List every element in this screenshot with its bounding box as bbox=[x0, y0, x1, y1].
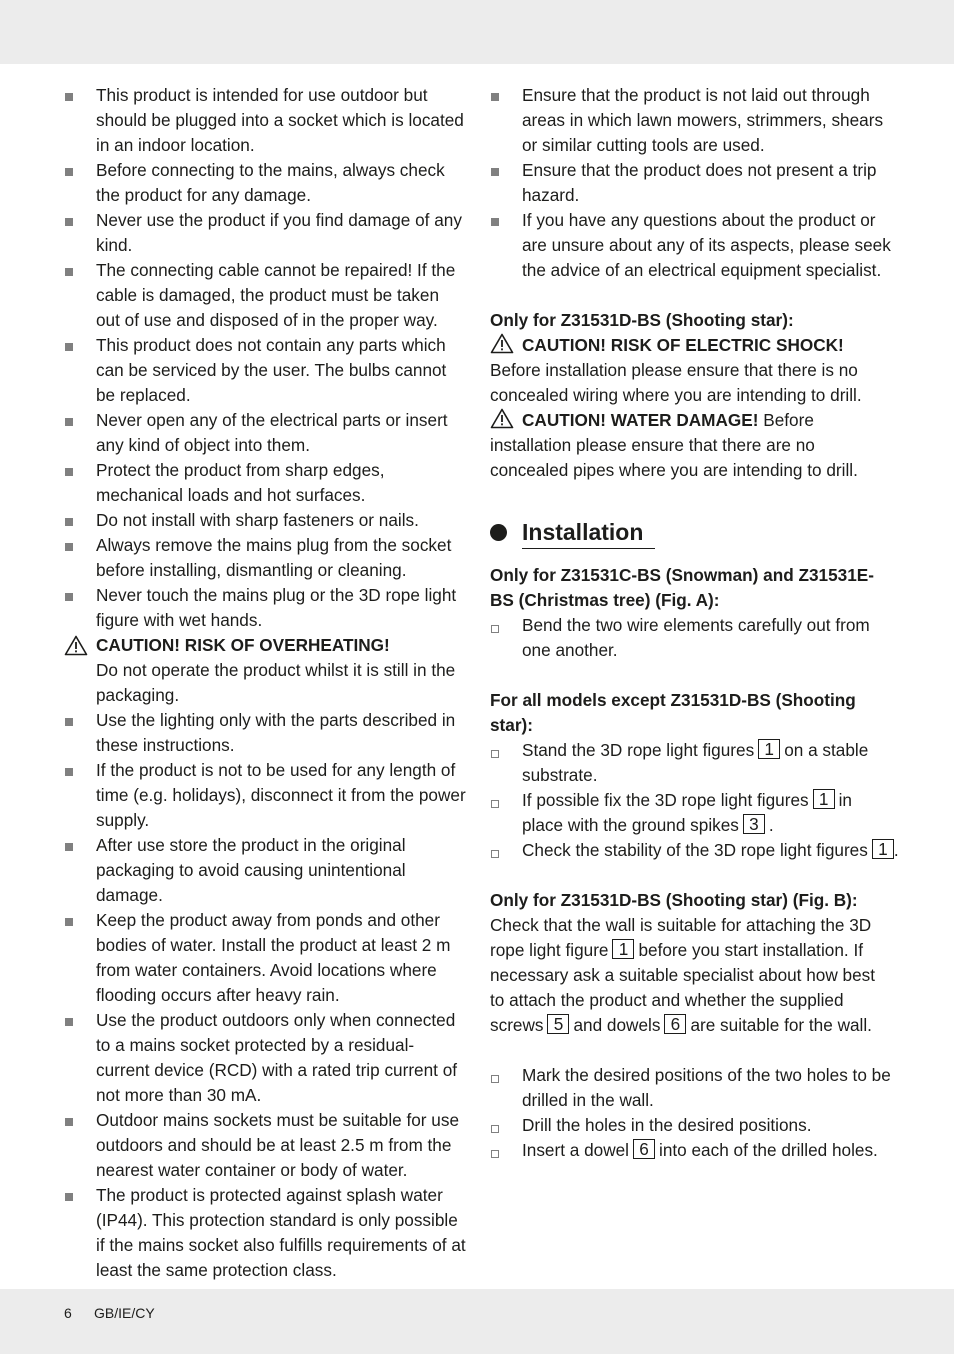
warning-triangle-icon bbox=[490, 408, 514, 429]
step-item bbox=[490, 1063, 892, 1113]
square-bullet-icon bbox=[65, 1018, 73, 1026]
square-bullet-icon bbox=[65, 418, 73, 426]
fig-b-heading: Only for Z31531D-BS (Shooting star) (Fig. B): bbox=[490, 890, 858, 910]
warning-text: Do not operate the product whilst it is still in the packaging. bbox=[96, 660, 456, 705]
step-item bbox=[490, 788, 892, 838]
square-bullet-icon bbox=[65, 518, 73, 526]
part-reference: 1 bbox=[758, 739, 780, 759]
warning-triangle-icon bbox=[64, 635, 88, 656]
spacer bbox=[490, 483, 892, 508]
step-text: Check the stability of the 3D rope light figures bbox=[522, 840, 868, 860]
section-title: Installation bbox=[522, 519, 644, 545]
checkbox-bullet-icon bbox=[491, 750, 499, 758]
item-text: This product does not contain any parts which can be serviced by the user. The bulbs cannot be replaced. bbox=[96, 335, 447, 405]
item-text: If the product is not to be used for any length of time (e.g. holidays), disconnect it from the power supply. bbox=[96, 760, 466, 830]
spacer bbox=[490, 1038, 892, 1063]
step-text: . bbox=[893, 840, 899, 860]
checkbox-bullet-icon bbox=[491, 850, 499, 858]
checkbox-bullet-icon bbox=[491, 1125, 499, 1133]
square-bullet-icon bbox=[65, 93, 73, 101]
square-bullet-icon bbox=[65, 543, 73, 551]
shooting-star-heading: Only for Z31531D-BS (Shooting star): bbox=[490, 310, 794, 330]
item-text: After use store the product in the original packaging to avoid causing unintentional damage. bbox=[96, 835, 406, 905]
checkbox-bullet-icon bbox=[491, 625, 499, 633]
part-reference: 3 bbox=[743, 814, 765, 834]
list-item bbox=[64, 258, 466, 333]
warning-title: CAUTION! RISK OF OVERHEATING! bbox=[96, 635, 390, 655]
step-item bbox=[490, 613, 892, 663]
square-bullet-icon bbox=[65, 168, 73, 176]
list-item bbox=[64, 508, 466, 533]
list-item bbox=[64, 408, 466, 458]
snowman-tree-heading: Only for Z31531C-BS (Snowman) and Z31531E-BS (Christmas tree) (Fig. A): bbox=[490, 565, 874, 610]
section-heading bbox=[490, 517, 892, 547]
list-item bbox=[64, 1183, 466, 1283]
list-item bbox=[64, 533, 466, 583]
checkbox-bullet-icon bbox=[491, 1150, 499, 1158]
square-bullet-icon bbox=[491, 218, 499, 226]
step-text: . bbox=[768, 815, 774, 835]
all-models-heading: For all models except Z31531D-BS (Shooting star): bbox=[490, 690, 856, 735]
square-bullet-icon bbox=[65, 718, 73, 726]
page-number: 6 bbox=[64, 1305, 72, 1321]
item-text: If you have any questions about the product or are unsure about any of its aspects, please seek the advice of an electrical equipment specialist. bbox=[522, 210, 891, 280]
item-text: The product is protected against splash water (IP44). This protection standard is only possible if the mains socket also fulfills requirements of at least the same protection class. bbox=[96, 1185, 466, 1280]
square-bullet-icon bbox=[65, 343, 73, 351]
checkbox-bullet-icon bbox=[491, 1075, 499, 1083]
step-item bbox=[490, 838, 899, 863]
item-text: Ensure that the product is not laid out through areas in which lawn mowers, strimmers, shears or similar cutting tools are used. bbox=[522, 85, 884, 155]
step-text: Drill the holes in the desired positions. bbox=[522, 1115, 812, 1135]
list-item bbox=[64, 158, 466, 208]
right-column bbox=[490, 83, 899, 1163]
warning-title: CAUTION! WATER DAMAGE! bbox=[522, 410, 759, 430]
locale-label: GB/IE/CY bbox=[94, 1305, 155, 1321]
spacer bbox=[490, 863, 892, 888]
square-bullet-icon bbox=[65, 218, 73, 226]
list-item bbox=[64, 708, 466, 758]
step-item bbox=[490, 738, 892, 788]
electric-shock-text: Before installation please ensure that there is no concealed wiring where you are intending to drill. bbox=[490, 360, 862, 405]
list-item bbox=[490, 158, 892, 208]
item-text: Ensure that the product does not present a trip hazard. bbox=[522, 160, 877, 205]
fig-b-paragraph bbox=[490, 913, 892, 1038]
warning-text: Before installation please ensure that there are no concealed pipes where you are intending to drill. bbox=[490, 410, 858, 480]
paragraph-text: and dowels bbox=[573, 1015, 661, 1035]
square-bullet-icon bbox=[491, 168, 499, 176]
item-text: Use the product outdoors only when connected to a mains socket protected by a residual-current device (RCD) with a rated trip current of not more than 30 mA. bbox=[96, 1010, 458, 1105]
item-text: Keep the product away from ponds and other bodies of water. Install the product at least 2 m from water containers. Avoid locations where flooding occurs after heavy rain. bbox=[96, 910, 451, 1005]
left-column bbox=[64, 83, 466, 1283]
item-text: Never use the product if you find damage of any kind. bbox=[96, 210, 462, 255]
square-bullet-icon bbox=[491, 93, 499, 101]
step-text: Bend the two wire elements carefully out from one another. bbox=[522, 615, 870, 660]
list-item bbox=[64, 908, 466, 1008]
paragraph-text: are suitable for the wall. bbox=[690, 1015, 872, 1035]
electric-shock-warning bbox=[490, 333, 892, 358]
item-text: This product is intended for use outdoor but should be plugged into a socket which is located in an indoor location. bbox=[96, 85, 464, 155]
list-item bbox=[490, 83, 892, 158]
header-band bbox=[0, 0, 954, 64]
step-text: Stand the 3D rope light figures bbox=[522, 740, 755, 760]
square-bullet-icon bbox=[65, 1118, 73, 1126]
checkbox-bullet-icon bbox=[491, 800, 499, 808]
item-text: Use the lighting only with the parts described in these instructions. bbox=[96, 710, 456, 755]
step-text: into each of the drilled holes. bbox=[659, 1140, 878, 1160]
step-text: Mark the desired positions of the two holes to be drilled in the wall. bbox=[522, 1065, 891, 1110]
paragraph-text: before you start installation. If necessary ask a suitable specialist about how best to attach the product and whether the supplied screws bbox=[490, 940, 876, 1035]
step-text: Insert a dowel bbox=[522, 1140, 630, 1160]
square-bullet-icon bbox=[65, 593, 73, 601]
part-reference: 1 bbox=[872, 839, 894, 859]
list-item bbox=[64, 1008, 466, 1108]
list-item bbox=[64, 208, 466, 258]
item-text: The connecting cable cannot be repaired! If the cable is damaged, the product must be taken out of use and disposed of in the proper way. bbox=[96, 260, 456, 330]
paragraph-text: Check that the wall is suitable for attaching the 3D rope light figure bbox=[490, 915, 872, 960]
spacer bbox=[490, 663, 892, 688]
warning-triangle-icon bbox=[490, 333, 514, 354]
square-bullet-icon bbox=[65, 918, 73, 926]
step-text: on a stable substrate. bbox=[522, 740, 869, 785]
list-item bbox=[64, 458, 466, 508]
square-bullet-icon bbox=[65, 1193, 73, 1201]
item-text: Protect the product from sharp edges, mechanical loads and hot surfaces. bbox=[96, 460, 385, 505]
list-item bbox=[64, 758, 466, 833]
spacer bbox=[490, 283, 892, 308]
item-text: Do not install with sharp fasteners or nails. bbox=[96, 510, 419, 530]
list-item bbox=[64, 333, 466, 408]
step-text: in place with the ground spikes bbox=[522, 790, 852, 835]
step-text: If possible fix the 3D rope light figures bbox=[522, 790, 809, 810]
item-text: Outdoor mains sockets must be suitable for use outdoors and should be at least 2.5 m from the nearest water container or body of water. bbox=[96, 1110, 460, 1180]
item-text: Before connecting to the mains, always check the product for any damage. bbox=[96, 160, 445, 205]
item-text: Never touch the mains plug or the 3D rope light figure with wet hands. bbox=[96, 585, 457, 630]
part-reference: 6 bbox=[633, 1139, 655, 1159]
list-item bbox=[64, 833, 466, 908]
part-reference: 5 bbox=[547, 1014, 569, 1034]
item-text: Always remove the mains plug from the socket before installing, dismantling or cleaning. bbox=[96, 535, 452, 580]
step-item bbox=[490, 1113, 892, 1138]
list-item bbox=[64, 583, 466, 633]
part-reference: 1 bbox=[813, 789, 835, 809]
overheating-warning bbox=[64, 633, 466, 708]
part-reference: 6 bbox=[664, 1014, 686, 1034]
list-item bbox=[64, 83, 466, 158]
water-damage-warning bbox=[490, 408, 892, 483]
square-bullet-icon bbox=[65, 468, 73, 476]
warning-title: CAUTION! RISK OF ELECTRIC SHOCK! bbox=[522, 335, 844, 355]
step-item bbox=[490, 1138, 892, 1163]
square-bullet-icon bbox=[65, 268, 73, 276]
square-bullet-icon bbox=[65, 768, 73, 776]
part-reference: 1 bbox=[612, 939, 634, 959]
list-item bbox=[64, 1108, 466, 1183]
list-item bbox=[490, 208, 892, 283]
bullet-dot-icon bbox=[490, 524, 507, 541]
square-bullet-icon bbox=[65, 843, 73, 851]
heading-underline bbox=[522, 548, 655, 549]
item-text: Never open any of the electrical parts or insert any kind of object into them. bbox=[96, 410, 448, 455]
